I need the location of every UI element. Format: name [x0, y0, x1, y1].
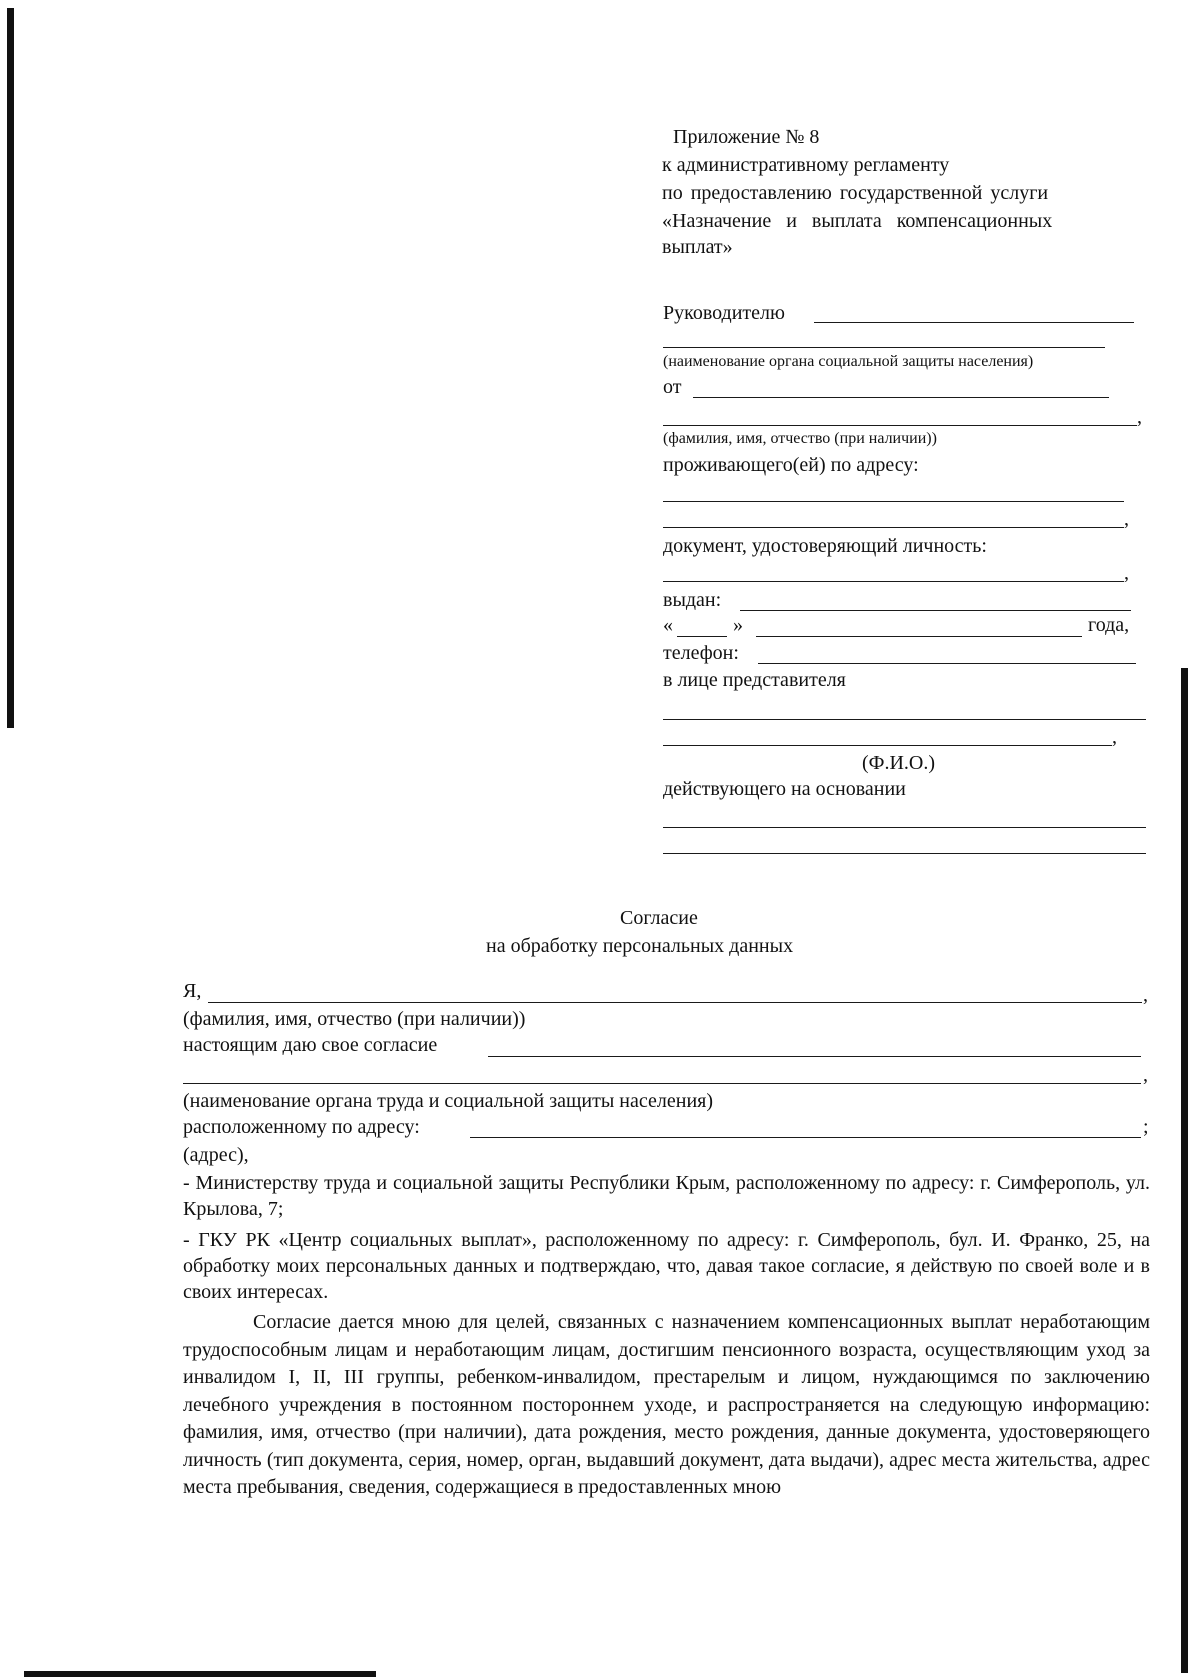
date-close-quote: »: [733, 614, 743, 636]
consent-subtitle: на обработку персональных данных: [486, 935, 794, 957]
organ-line[interactable]: [663, 347, 1105, 348]
representative-line-comma: ,: [1112, 726, 1117, 748]
nastoyashchim-label: настоящим даю свое согласие: [183, 1034, 438, 1056]
dokument-line[interactable]: [663, 581, 1124, 582]
basis-line-2[interactable]: [663, 853, 1146, 854]
vydan-line[interactable]: [740, 610, 1131, 611]
v-litse-label: в лице представителя: [663, 669, 846, 691]
fio-short-caption: (Ф.И.О.): [862, 752, 936, 774]
organ-name-line[interactable]: [183, 1083, 1141, 1084]
consent-title: Согласие: [620, 907, 698, 929]
appendix-line-1: Приложение № 8: [673, 126, 820, 148]
fio-caption: (фамилия, имя, отчество (при наличии)): [663, 430, 937, 447]
basis-line-1[interactable]: [663, 827, 1146, 828]
ministry-paragraph: - Министерству труда и социальной защиты Республики Крым, расположенному по адресу: г. Симферополь, ул. Крылова, 7;: [183, 1172, 1150, 1220]
ya-line[interactable]: [208, 1002, 1142, 1003]
scan-edge-bottom: [24, 1671, 376, 1677]
body-address-semicolon: ;: [1143, 1116, 1149, 1138]
date-month-year-line[interactable]: [756, 636, 1082, 637]
raspolozhennomu-label: расположенному по адресу:: [183, 1116, 420, 1138]
ya-line-comma: ,: [1143, 984, 1148, 1006]
dokument-line-comma: ,: [1124, 562, 1129, 584]
appendix-line-3: по предоставлению государственной услуги: [662, 182, 1049, 204]
nastoyashchim-line[interactable]: [488, 1056, 1141, 1057]
fio-line[interactable]: [663, 425, 1137, 426]
telefon-label: телефон:: [663, 642, 739, 664]
appendix-line-5: выплат»: [662, 236, 733, 258]
ot-label: от: [663, 376, 682, 398]
fio-line-comma: ,: [1137, 406, 1142, 428]
prozhivayushchego-label: проживающего(ей) по адресу:: [663, 454, 919, 476]
scan-edge-left: [7, 8, 14, 728]
organ-name-line-comma: ,: [1143, 1064, 1148, 1086]
ya-label: Я,: [183, 980, 202, 1002]
address-line-comma: ,: [1124, 508, 1129, 530]
vydan-label: выдан:: [663, 589, 722, 611]
adres-caption: (адрес),: [183, 1144, 249, 1166]
date-open-quote: «: [663, 614, 673, 636]
address-line-2[interactable]: [663, 527, 1124, 528]
rukovoditelyu-label: Руководителю: [663, 302, 785, 324]
appendix-line-4: «Назначение и выплата компенсационных: [662, 210, 1053, 232]
deystvuyushchego-label: действующего на основании: [663, 778, 906, 800]
rukovoditelyu-line[interactable]: [814, 322, 1134, 323]
telefon-line[interactable]: [758, 663, 1136, 664]
body-organ-caption: (наименование органа труда и социальной защиты населения): [183, 1090, 713, 1112]
purpose-paragraph: Согласие дается мною для целей, связанных с назначением компенсационных выплат неработающим трудоспособным лицам и неработающим лицам, достигшим пенсионного возраста, осуществляющим уход за инвалидом I, II, III группы, ребенком-инвалидом, престарелым и лицом, нуждающимся по заключению лечебного учреждения в постоянном постороннем уходе, и распространяется на следующую информацию: фамилия, имя, отчество (при наличии), дата рождения, место рождения, данные документа, удостоверяющего личность (тип документа, серия, номер, орган, выдавший документ, дата выдачи), адрес места жительства, адрес места пребывания, сведения, содержащиеся в предоставленных мною: [183, 1311, 1150, 1498]
dokument-label: документ, удостоверяющий личность:: [663, 535, 987, 557]
address-line-1[interactable]: [663, 501, 1124, 502]
representative-line-1[interactable]: [663, 719, 1146, 720]
representative-line-2[interactable]: [663, 745, 1112, 746]
date-day-line[interactable]: [677, 636, 727, 637]
gku-paragraph: - ГКУ РК «Центр социальных выплат», расположенному по адресу: г. Симферополь, бул. И. Франко, 25, на обработку моих персональных данных и подтверждаю, что, давая такое согласие, я действую по своей воле и в своих интересах.: [183, 1229, 1150, 1303]
goda-label: года,: [1088, 614, 1130, 636]
scan-edge-right: [1181, 668, 1188, 1673]
body-fio-caption: (фамилия, имя, отчество (при наличии)): [183, 1008, 526, 1030]
organ-caption: (наименование органа социальной защиты населения): [663, 353, 1034, 370]
appendix-line-2: к административному регламенту: [662, 154, 950, 176]
body-address-line[interactable]: [470, 1137, 1141, 1138]
ot-line[interactable]: [693, 397, 1109, 398]
